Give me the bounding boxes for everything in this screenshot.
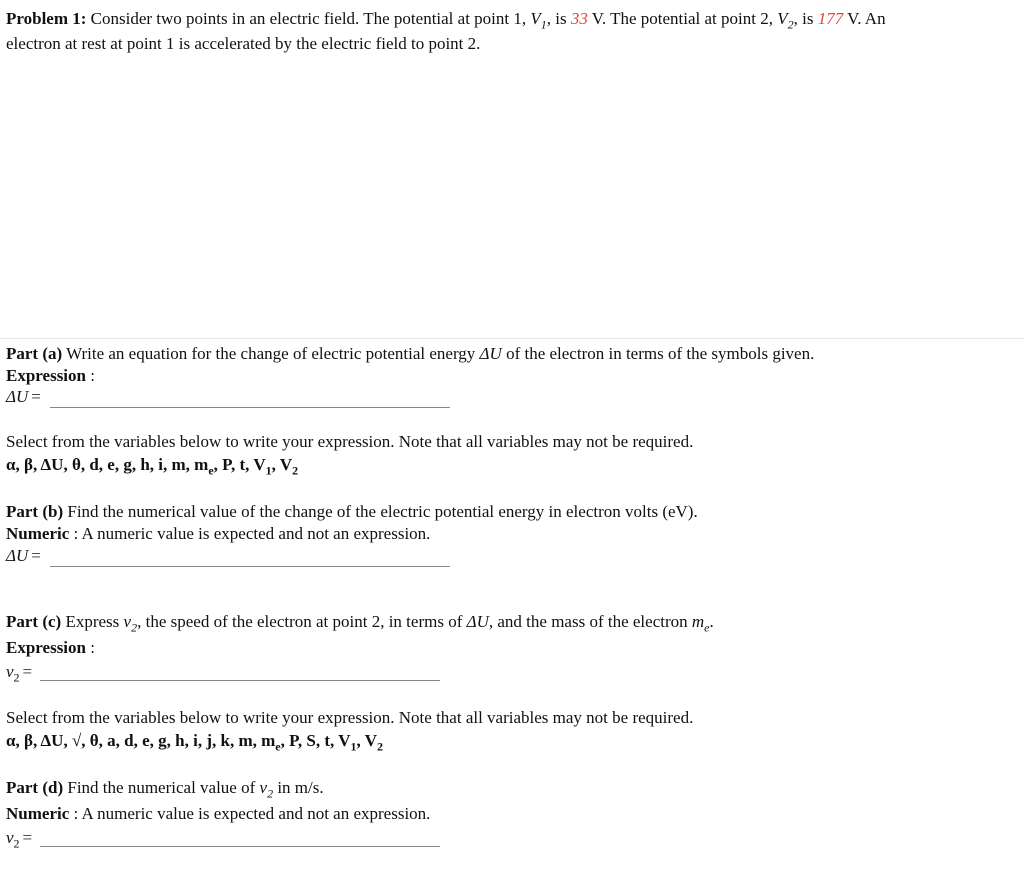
part-b-prompt: Part (b) Find the numerical value of the change of the electric potential energy in electron volts (eV). [6,502,698,521]
part-a-label: Part (a) [6,344,63,363]
part-c-variable-list[interactable]: α, β, ΔU, √, θ, a, d, e, g, h, i, j, k, m, $m_e$, P, S, t, $V_1$, $V_2$ [6,731,383,754]
part-b-answer-label: ΔU = [6,546,41,565]
part-b-answer-input[interactable] [50,548,450,567]
part-c-answer-input[interactable] [40,662,440,681]
part-c-select-text: Select from the variables below to write your expression. Note that all variables may not be required. [6,708,694,727]
part-a-variable-list[interactable]: α, β, ΔU, θ, d, e, g, h, i, m, $m_e$, P, t, $V_1$, $V_2$ [6,455,299,478]
v2-value: 177 [817,9,844,28]
part-d-answer-input[interactable] [40,828,440,847]
part-a-answer-input[interactable] [50,389,450,408]
part-a-answer-label: ΔU = [6,387,41,406]
problem-statement-line-2: electron at rest at point 1 is accelerated by the electric field to point 2. [6,34,481,53]
v1-symbol: $V_1$ [530,9,547,32]
v2-symbol: $V_2$ [777,9,794,32]
part-b-label: Part (b) [6,502,64,521]
part-a-prompt: Part (a) Write an equation for the change of electric potential energy ΔU of the electron in terms of the symbols given. [6,344,815,363]
part-c-answer-label: $v_2$ = [6,662,33,685]
v1-value: 33 [570,9,588,28]
part-d-label: Part (d) [6,778,64,797]
section-divider [0,338,1024,339]
problem-statement-line-1: Problem 1: Consider two points in an electric field. The potential at point 1, $V_1$, is 33 V. The potential at point 2, $V_2$, is 177 V. An [6,9,886,32]
problem-label: Problem 1: [6,9,87,28]
part-c-prompt: Part (c) Express $v_2$, the speed of the electron at point 2, in terms of ΔU, and the mass of the electron $m_e$. [6,612,714,635]
part-a-type: Expression : [6,366,95,385]
part-a-select-text: Select from the variables below to write your expression. Note that all variables may not be required. [6,432,694,451]
part-c-type: Expression : [6,638,95,657]
part-b-type: Numeric : A numeric value is expected and not an expression. [6,524,431,543]
part-d-type: Numeric : A numeric value is expected and not an expression. [6,804,431,823]
part-d-answer-label: $v_2$ = [6,828,33,851]
part-c-label: Part (c) [6,612,62,631]
part-d-prompt: Part (d) Find the numerical value of $v_2$ in m/s. [6,778,324,801]
